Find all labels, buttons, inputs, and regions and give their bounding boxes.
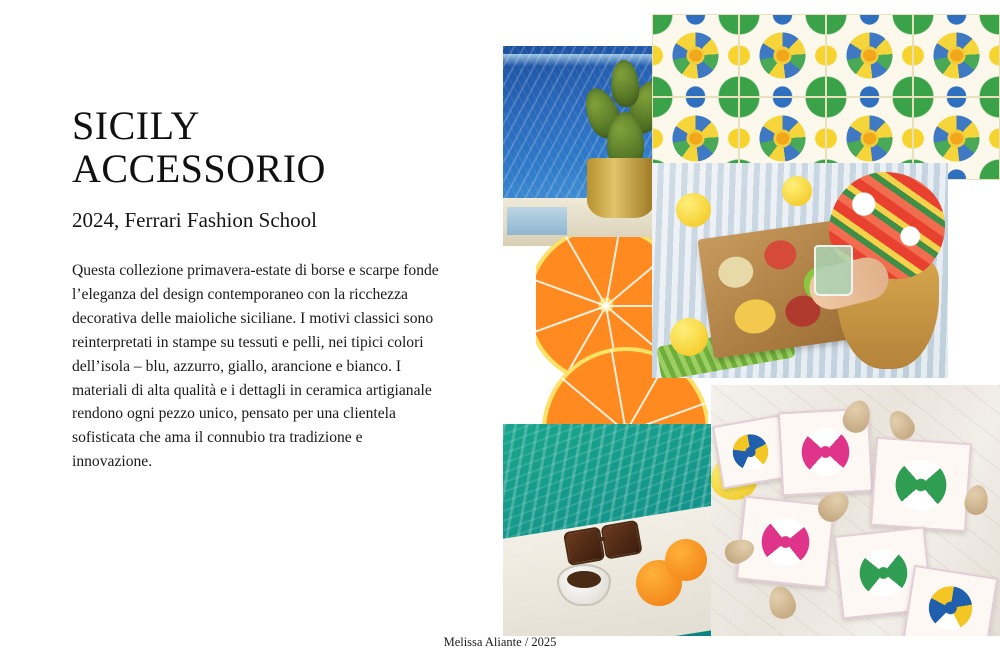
page-title-line-2: ACCESSORIO — [72, 146, 326, 192]
majolica-cell — [739, 14, 826, 97]
drinking-glass — [814, 245, 852, 296]
majolica-cell — [913, 14, 1000, 97]
body-paragraph: Questa collezione primavera-estate di borse e scarpe fonde l’eleganza del design contemporaneo con la ricchezza decorativa delle maioliche siciliane. I motivi classici sono reinterpretati in stampe su tessuti e pelli, nei tipici colori dell’isola – blu, azzurro, giallo, arancione e bianco. I materiali di alta qualità e i dettagli in ceramica artigianale rendono ogni pezzo unico, pensato per una clientela sofisticata che ama il connubio tra tradizione e innovazione. — [72, 262, 439, 471]
pink-majolica-almonds-photo — [711, 385, 1000, 636]
picnic-woman-headscarf-photo — [652, 163, 948, 378]
majolica-grid — [652, 14, 1000, 180]
majolica-tile-pattern-photo — [652, 14, 1000, 180]
text-column — [72, 104, 442, 474]
majolica-tile — [902, 565, 997, 636]
pool-sunglasses-espresso-photo — [503, 424, 711, 636]
majolica-cell — [826, 14, 913, 97]
mandarin — [665, 539, 707, 581]
majolica-tile — [870, 437, 972, 533]
terracotta-vase — [587, 158, 655, 218]
page-title-line-1: SICILY — [72, 103, 200, 148]
page-title — [72, 104, 442, 190]
espresso-cup — [557, 564, 611, 606]
majolica-cell — [652, 14, 739, 97]
footer-credit: Melissa Aliante / 2025 — [443, 635, 557, 649]
woman-with-headscarf — [806, 163, 948, 378]
page-subtitle: 2024, Ferrari Fashion School — [72, 208, 317, 233]
